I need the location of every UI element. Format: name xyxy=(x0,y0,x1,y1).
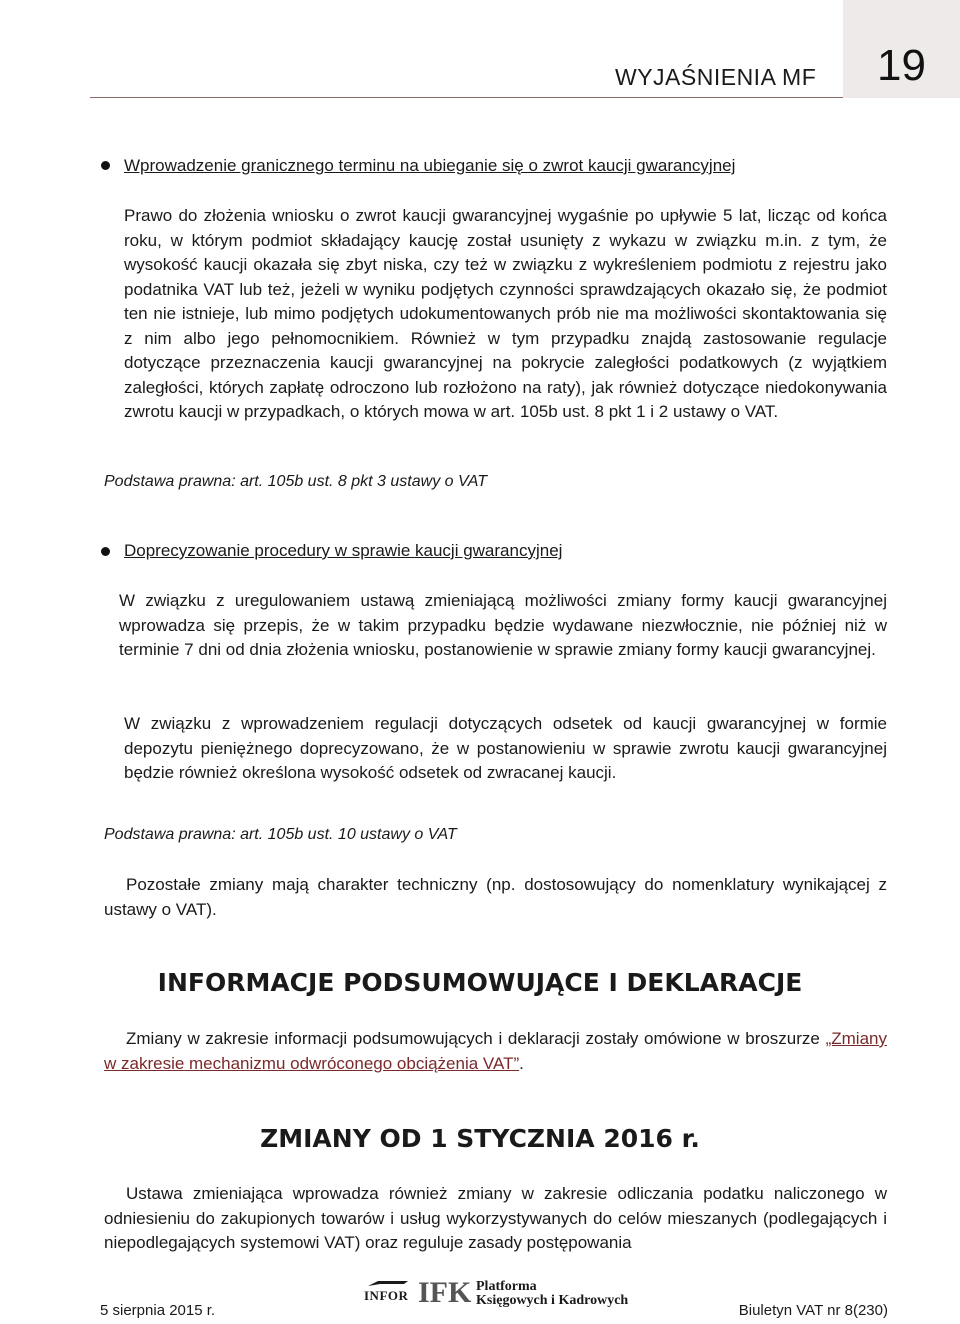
info-text-after: . xyxy=(519,1053,524,1073)
bullet-icon xyxy=(101,161,110,170)
logo-infor-text: INFOR xyxy=(364,1288,409,1303)
logo-line1: Platforma xyxy=(476,1279,537,1294)
legal-basis-1: Podstawa prawna: art. 105b ust. 8 pkt 3 ustawy o VAT xyxy=(104,473,488,490)
paragraph-zmiany-techniczne xyxy=(104,873,887,922)
wing-icon xyxy=(368,1280,408,1288)
heading-informacje-podsumowujace: INFORMACJE PODSUMOWUJĄCE I DEKLARACJE xyxy=(157,968,803,997)
paragraph-zmiana-formy-kaucji: W związku z uregulowaniem ustawą zmieniającą możliwości zmiany formy kaucji gwarancyjnej wprowadza się przepis, że w takim przypadku będzie wydawane niezwłocznie, nie później niż w terminie 7 dni od dnia złożenia wniosku, postanowienie w sprawie zmiany formy kaucji gwarancyjnej. xyxy=(119,591,887,659)
bullet-title-graniczny-termin: Wprowadzenie granicznego terminu na ubieganie się o zwrot kaucji gwarancyjnej xyxy=(124,156,736,175)
info-text-before: Zmiany w zakresie informacji podsumowujących i deklaracji zostały omówione w broszurze xyxy=(126,1029,826,1048)
technical-note-text: Pozostałe zmiany mają charakter techniczny (np. dostosowujący do nomenklatury wynikającej z ustawy o VAT). xyxy=(104,875,887,919)
section-2016-text: Ustawa zmieniająca wprowadza również zmiany w zakresie odliczania podatku naliczonego w odniesieniu do zakupionych towarów i usług wykorzystywanych do celów mieszanych (podlegających i niepodlegających systemowi VAT) oraz reguluje zasady postępowania xyxy=(104,1184,887,1252)
footer-date: 5 sierpnia 2015 r. xyxy=(100,1302,216,1319)
logo-line2: Księgowych i Kadrowych xyxy=(476,1293,629,1308)
section-header: WYJAŚNIENIA MF xyxy=(615,64,817,90)
heading-zmiany-2016: ZMIANY OD 1 STYCZNIA 2016 r. xyxy=(260,1124,700,1153)
paragraph-odliczanie-podatku xyxy=(104,1182,887,1256)
logo-ifk-text: IFK xyxy=(418,1276,472,1309)
paragraph-informacje-podsumowujace xyxy=(104,1027,887,1076)
page-number-box xyxy=(843,0,960,98)
brochure-link[interactable]: „Zmiany w zakresie mechanizmu odwróconego obciążenia VAT” xyxy=(104,1029,887,1073)
paragraph-zwrot-kaucji: Prawo do złożenia wniosku o zwrot kaucji gwarancyjnej wygaśnie po upływie 5 lat, licząc od końca roku, w którym podmiot składający kaucję został usunięty z wykazu w związku m.in. z tym, że wysokość kaucji okazała się zbyt niska, czy też w związku z wykreśleniem podmiotu z rejestru jako podatnika VAT lub też, jeżeli w wyniku podjętych czynności sprawdzających okazało się, że podmiot ten nie istnieje, lub mimo podjętych udokumentowanych prób nie ma możliwości skontaktowania się z nim albo jego pełnomocnikiem. Również w tym przypadku znajdą zastosowanie regulacje dotyczące przeznaczenia kaucji gwarancyjnej na pokrycie zaległości podatkowych (z wyjątkiem zaległości, których zapłatę odroczono lub rozłożono na raty), jak również dotyczące niedokonywania zwrotu kaucji w przypadkach, o których mowa w art. 105b ust. 8 pkt 1 i 2 ustawy o VAT. xyxy=(124,206,887,421)
footer-issue: Biuletyn VAT nr 8(230) xyxy=(738,1302,888,1319)
ifk-logo xyxy=(364,1278,640,1308)
paragraph-odsetki-kaucji: W związku z wprowadzeniem regulacji dotyczących odsetek od kaucji gwarancyjnej w formie depozytu pieniężnego doprecyzowano, że w postanowieniu w sprawie zwrotu kaucji gwarancyjnej będzie również określona wysokość odsetek od zwracanej kaucji. xyxy=(124,714,887,782)
page-number: 19 xyxy=(877,41,926,90)
bullet-icon xyxy=(101,547,110,556)
header-rule xyxy=(90,97,843,98)
bullet-title-doprecyzowanie: Doprecyzowanie procedury w sprawie kaucji gwarancyjnej xyxy=(124,541,563,560)
legal-basis-2: Podstawa prawna: art. 105b ust. 10 ustawy o VAT xyxy=(104,826,457,843)
